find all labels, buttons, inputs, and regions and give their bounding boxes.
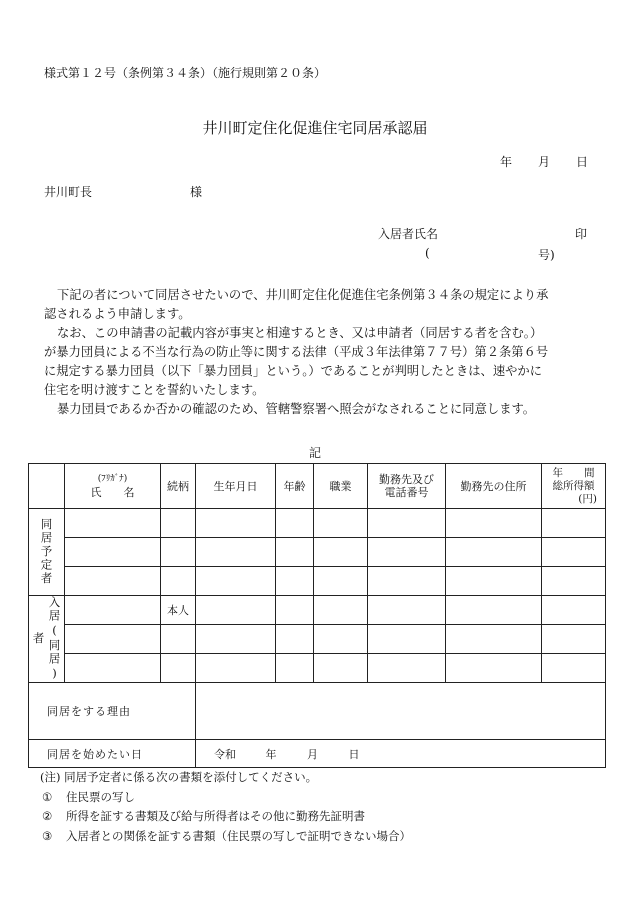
cell-age[interactable] [276,625,314,654]
table-row [29,509,606,538]
cell-relation[interactable] [161,625,196,654]
addressee-mayor: 井川町長 [44,185,93,199]
header-name [65,464,161,509]
form-number: 様式第１２号（条例第３４条）（施行規則第２０条） [44,66,327,80]
group-cohabitant-label: 同居予定者 [39,518,54,586]
header-income-line2: 総所得額 [552,479,595,492]
number-paren-open: ( [425,246,430,260]
reason-field[interactable] [196,683,606,740]
cell-workplace-address[interactable] [446,538,542,567]
table-row [29,596,606,625]
cell-occupation[interactable] [314,509,368,538]
cell-name[interactable] [65,538,161,567]
table-row [29,538,606,567]
notes-section [40,768,411,846]
cell-name[interactable] [65,509,161,538]
cell-occupation[interactable] [314,538,368,567]
header-furigana: (ﾌﾘｶﾞﾅ) [97,474,128,484]
start-date-field[interactable] [196,740,606,768]
cell-workplace-phone[interactable] [368,654,446,683]
applicant-name-label: 入居者氏名 [378,227,439,241]
date-month-label: 月 [538,155,551,169]
cell-income[interactable] [542,567,606,596]
cell-workplace-address[interactable] [446,567,542,596]
group-resident [29,596,65,683]
cell-name[interactable] [65,625,161,654]
cell-workplace-address[interactable] [446,654,542,683]
header-blank [29,464,65,509]
cell-occupation[interactable] [314,625,368,654]
header-workplace-phone-line2: 電話番号 [384,486,429,499]
cell-occupation[interactable] [314,567,368,596]
header-name-label: 氏 名 [90,486,135,499]
cell-workplace-phone[interactable] [368,509,446,538]
cell-birthdate[interactable] [196,654,276,683]
header-workplace-address: 勤務先の住所 [446,464,542,509]
cell-name[interactable] [65,596,161,625]
cell-birthdate[interactable] [196,567,276,596]
header-income-line1: 年 間 [552,466,595,479]
body-p2-line1: なお、この申請書の記載内容が事実と相違するとき、又は申請者（同居する者を含む。） [57,326,543,340]
header-income-line3: (円) [578,492,597,505]
body-p2-line4: 住宅を明け渡すことを誓約いたします。 [44,383,265,397]
cell-age[interactable] [276,596,314,625]
start-month: 月 [307,747,318,761]
cell-workplace-phone[interactable] [368,596,446,625]
cell-name[interactable] [65,654,161,683]
addressee-honorific: 様 [190,185,203,199]
body-p2-line2: が暴力団員による不当な行為の防止等に関する法律（平成３年法律第７７号）第２条第６号 [44,345,549,359]
cell-relation[interactable] [161,654,196,683]
cell-age[interactable] [276,509,314,538]
cell-age[interactable] [276,654,314,683]
ki-marker: 記 [308,446,321,460]
cell-income[interactable] [542,625,606,654]
cell-workplace-phone[interactable] [368,625,446,654]
group-resident-label: 入居(同居)者 [31,596,62,682]
group-cohabitant [29,509,65,596]
header-workplace-phone [368,464,446,509]
body-text [44,286,589,419]
reason-row [29,683,606,740]
cell-occupation[interactable] [314,596,368,625]
date-day-label: 日 [576,155,589,169]
table-row [29,567,606,596]
start-year: 年 [265,747,277,761]
cell-relation[interactable] [161,567,196,596]
cell-relation-self: 本人 [161,596,196,625]
cell-workplace-address[interactable] [446,509,542,538]
body-p1-line2: 認されるよう申請します。 [44,307,191,321]
cell-occupation[interactable] [314,654,368,683]
cell-income[interactable] [542,538,606,567]
start-date-label: 同居を始めたい日 [29,740,196,768]
cell-income[interactable] [542,596,606,625]
cell-workplace-address[interactable] [446,596,542,625]
table-row [29,625,606,654]
cell-workplace-address[interactable] [446,625,542,654]
number-suffix: 号) [538,248,555,262]
list-item: ① 住民票の写し [42,789,135,804]
body-p1-line1: 下記の者について同居させたいので、井川町定住化促進住宅条例第３４条の規定により承 [57,288,549,302]
cell-workplace-phone[interactable] [368,567,446,596]
header-occupation: 職業 [314,464,368,509]
header-relation: 続柄 [161,464,196,509]
seal-mark: 印 [575,227,588,241]
list-item: ③ 入居者との関係を証する書類（住民票の写しで証明できない場合） [42,828,411,843]
cell-name[interactable] [65,567,161,596]
date-year-label: 年 [500,155,513,169]
header-age: 年齢 [276,464,314,509]
cell-income[interactable] [542,654,606,683]
start-date-row [29,740,606,768]
reason-label: 同居をする理由 [29,683,196,740]
list-item: ② 所得を証する書類及び給与所得者はその他に勤務先証明書 [42,809,365,823]
cell-relation[interactable] [161,509,196,538]
body-p3-line1: 暴力団員であるか否かの確認のため、管轄警察署へ照会がなされることに同意します。 [57,402,536,416]
cell-age[interactable] [276,538,314,567]
header-income [542,464,606,509]
cohabitant-table [28,463,606,768]
notes-heading: (注) 同居予定者に係る次の書類を添付してください。 [40,770,318,784]
start-era: 令和 [214,747,236,761]
cell-birthdate[interactable] [196,538,276,567]
cell-workplace-phone[interactable] [368,538,446,567]
cell-birthdate[interactable] [196,596,276,625]
header-workplace-phone-line1: 勤務先及び [379,473,434,486]
header-birthdate: 生年月日 [196,464,276,509]
table-row [29,654,606,683]
cell-relation[interactable] [161,538,196,567]
body-p2-line3: に規定する暴力団員（以下「暴力団員」という。）であることが判明したときは、速やかに [44,364,543,378]
cell-income[interactable] [542,509,606,538]
cell-birthdate[interactable] [196,509,276,538]
cell-birthdate[interactable] [196,625,276,654]
start-day: 日 [348,747,360,761]
cell-age[interactable] [276,567,314,596]
document-title: 井川町定住化促進住宅同居承認届 [202,119,428,137]
table-header-row [29,464,606,509]
